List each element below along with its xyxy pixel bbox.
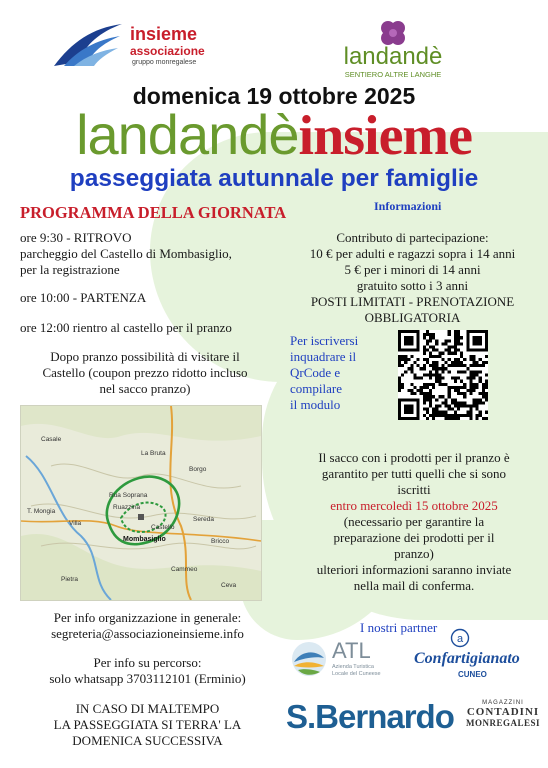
limited-places: POSTI LIMITATI - PRENOTAZIONE xyxy=(310,294,515,309)
registration-qr-code[interactable] xyxy=(398,330,488,420)
map-label: Bricco xyxy=(211,538,230,545)
insieme-logo-sub: associazione xyxy=(130,44,205,58)
lunch-note: ulteriori informazioni saranno inviate xyxy=(316,562,512,577)
title-part-landande: landandè xyxy=(76,103,299,166)
qr-code-icon xyxy=(398,330,488,420)
map-label: Cammeo xyxy=(171,566,198,573)
bad-weather-line: IN CASO DI MALTEMPO xyxy=(75,701,220,716)
atl-sub: Azienda Turistica xyxy=(332,664,374,670)
bird-wing-icon xyxy=(52,22,124,70)
info-route-label: Per info su percorso: xyxy=(93,655,202,670)
contribution-minors: 5 € per i minori di 14 anni xyxy=(344,262,481,277)
svg-text:a: a xyxy=(456,633,464,645)
event-title xyxy=(0,102,548,169)
register-line: QrCode e xyxy=(290,365,341,380)
map-label: Pietra xyxy=(61,576,78,583)
map-label: La Bruta xyxy=(141,450,166,457)
lunch-line: iscritti xyxy=(397,482,431,497)
lunch-note: pranzo) xyxy=(394,546,434,561)
registration-deadline: entro mercoledì 15 ottobre 2025 xyxy=(330,498,498,513)
partner-confartigianato-logo xyxy=(414,628,534,678)
map-label: Ruazzina xyxy=(113,504,141,511)
contadini-line: CONTADINI xyxy=(466,706,540,718)
register-line: inquadrare il xyxy=(290,349,357,364)
lunch-note: (necessario per garantire la xyxy=(343,514,485,529)
program-title: PROGRAMMA DELLA GIORNATA xyxy=(20,203,287,222)
info-route xyxy=(15,655,280,687)
lunch-note: preparazione dei prodotti per il xyxy=(333,530,495,545)
confartigianato-sub: CUNEO xyxy=(458,670,487,679)
partner-sbernardo-logo: S.Bernardo xyxy=(286,698,454,735)
info-title: Informazioni xyxy=(374,199,442,213)
title-part-insieme: insieme xyxy=(298,105,472,167)
map-label: Sereda xyxy=(193,516,214,523)
confartigianato-a-icon xyxy=(450,628,470,648)
atl-sub: Locale del Cuneese xyxy=(332,671,381,677)
landande-logo-name: landandè xyxy=(343,43,443,70)
map-label: Rua Soprana xyxy=(109,492,148,499)
register-line: il modulo xyxy=(290,397,341,412)
after-lunch-line: Castello (coupon prezzo ridotto incluso xyxy=(42,365,248,380)
bad-weather-line: LA PASSEGGIATA SI TERRA' LA xyxy=(53,717,242,732)
program-item-ritrovo xyxy=(20,230,280,278)
landande-logo xyxy=(338,18,448,82)
route-map xyxy=(20,405,262,601)
after-lunch-line: nel sacco pranzo) xyxy=(99,381,191,396)
map-label: Mombasiglio xyxy=(123,536,166,543)
map-label: Ceva xyxy=(221,582,237,589)
map-label: Castello xyxy=(151,524,175,531)
contribution-block xyxy=(285,230,540,326)
ritrovo-note: per la registrazione xyxy=(20,262,120,277)
program-after-lunch xyxy=(15,349,275,397)
lunch-info xyxy=(285,450,543,594)
lunch-line: garantito per tutti quelli che si sono xyxy=(321,466,507,481)
atl-swirl-icon xyxy=(290,640,328,678)
insieme-logo-name: insieme xyxy=(130,24,198,44)
program-item-partenza: ore 10:00 - PARTENZA xyxy=(20,290,147,305)
atl-name: ATL xyxy=(332,638,371,663)
contadini-line: MAGAZZINI xyxy=(482,700,524,706)
info-organization-label: Per info organizzazione in generale: xyxy=(53,610,242,625)
program-item-pranzo: ore 12:00 rientro al castello per il pranzo xyxy=(20,320,232,335)
map-label: T. Mongia xyxy=(27,508,56,515)
after-lunch-line: Dopo pranzo possibilità di visitare il xyxy=(50,349,240,364)
landande-logo-sub: SENTIERO ALTRE LANGHE xyxy=(344,70,442,79)
contadini-line: MONREGALESI xyxy=(466,718,541,728)
map-label: Villa xyxy=(69,520,82,527)
info-organization-email[interactable]: segreteria@associazioneinsieme.info xyxy=(51,626,244,641)
bad-weather-notice xyxy=(15,701,280,749)
contribution-label: Contributo di partecipazione: xyxy=(336,230,489,245)
lunch-note: nella mail di conferma. xyxy=(353,578,475,593)
ritrovo-time: ore 9:30 - RITROVO xyxy=(20,230,132,245)
bad-weather-line: DOMENICA SUCCESSIVA xyxy=(72,733,223,748)
lunch-line: Il sacco con i prodotti per il pranzo è xyxy=(318,450,510,465)
contribution-free: gratuito sotto i 3 anni xyxy=(356,278,469,293)
register-instructions xyxy=(290,333,385,413)
contribution-adults: 10 € per adulti e ragazzi sopra i 14 anni xyxy=(309,246,516,261)
partners-title: I nostri partner xyxy=(360,620,438,635)
register-line: compilare xyxy=(290,381,342,396)
info-route-whatsapp[interactable]: solo whatsapp 3703112101 (Erminio) xyxy=(49,671,246,686)
insieme-logo-tag: gruppo monregalese xyxy=(132,59,197,66)
event-subtitle: passeggiata autunnale per famiglie xyxy=(69,165,479,192)
register-line: Per iscriversi xyxy=(290,333,359,348)
ritrovo-place: parcheggio del Castello di Mombasiglio, xyxy=(20,246,232,261)
info-organization xyxy=(15,610,280,642)
map-label: Casale xyxy=(41,436,62,443)
partner-contadini-logo xyxy=(466,700,540,728)
limited-places: OBBLIGATORIA xyxy=(364,310,461,325)
map-label: Borgo xyxy=(189,466,207,473)
insieme-logo xyxy=(52,22,252,74)
event-date: domenica 19 ottobre 2025 xyxy=(132,83,416,109)
confartigianato-name: Confartigianato xyxy=(414,650,520,667)
partner-atl-logo xyxy=(290,636,390,686)
